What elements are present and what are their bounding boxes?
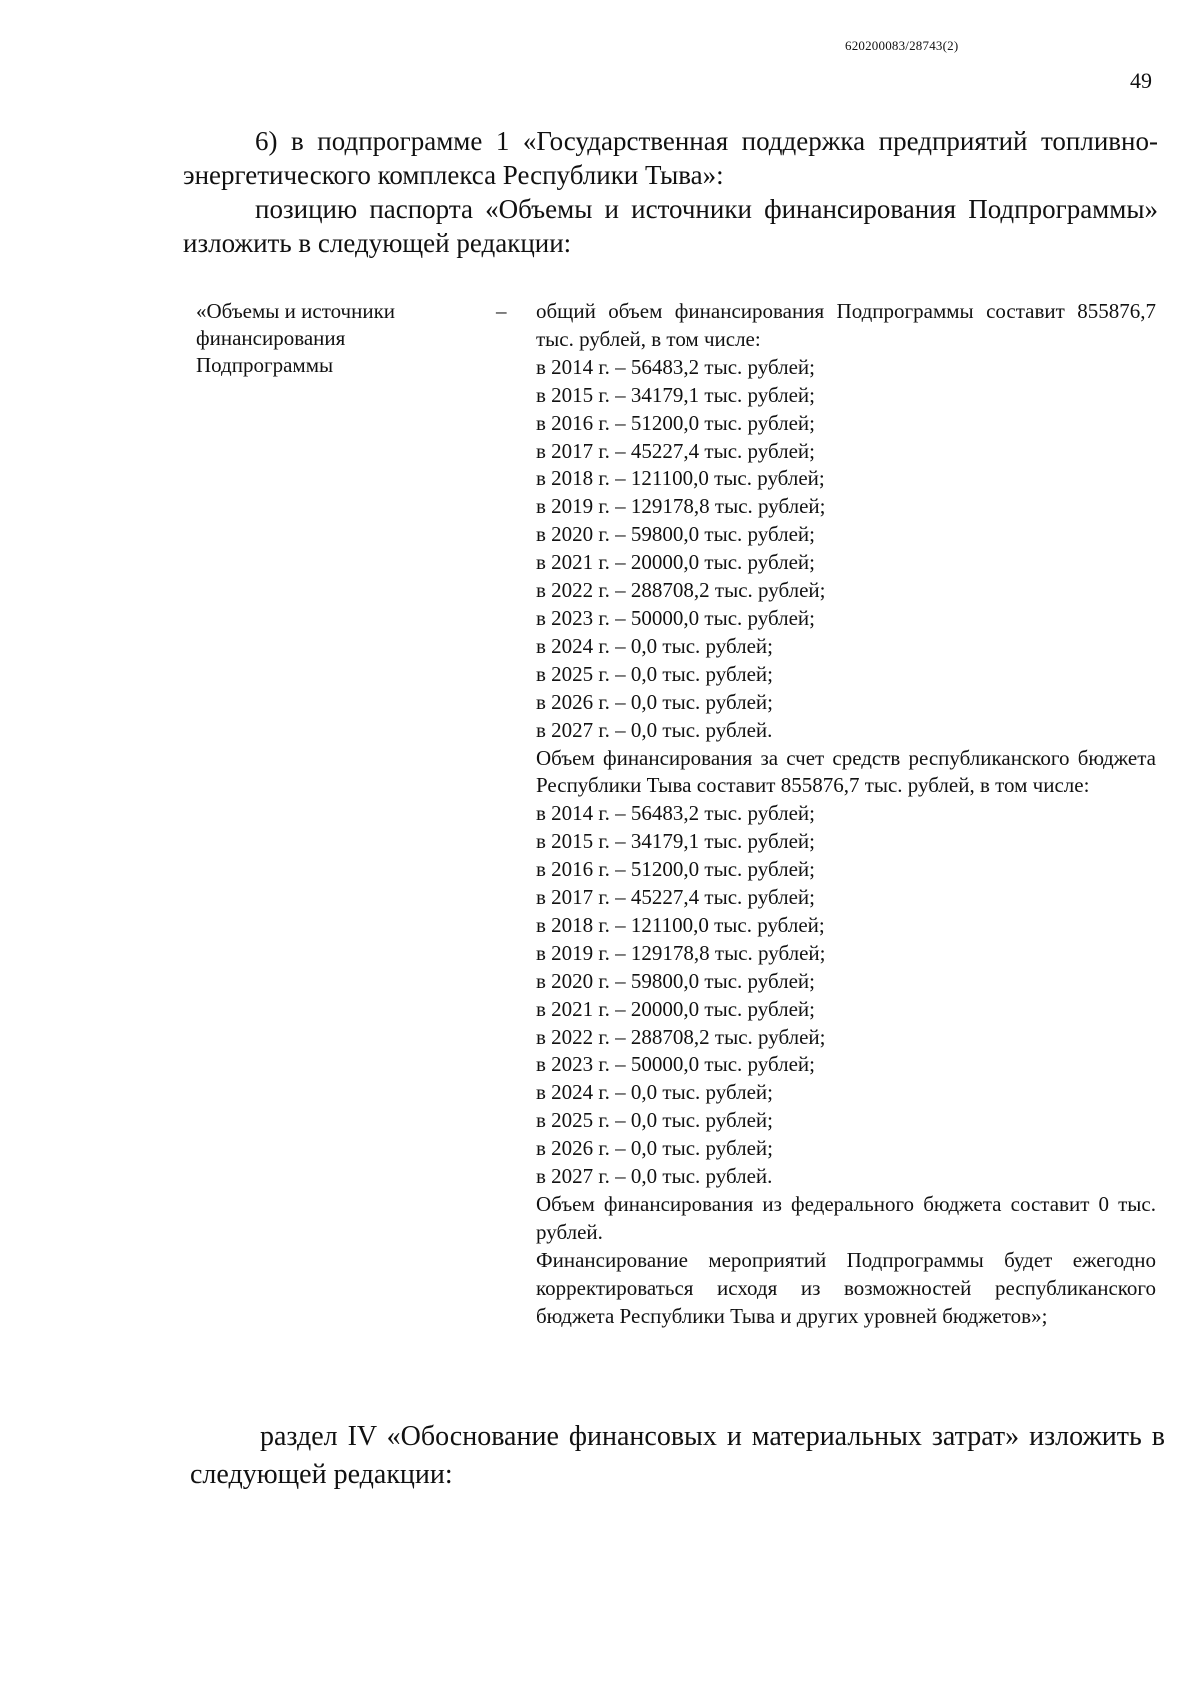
page-number: 49	[1130, 68, 1152, 93]
republic-financing-years	[536, 800, 1156, 1191]
financing-adjustment-note: Финансирование мероприятий Подпрограммы будет ежегодно корректироваться исходя из возможностей республиканского бюджета Республики Тыва и других уровней бюджетов»;	[536, 1247, 1156, 1328]
year-financing-line: в 2017 г. – 45227,4 тыс. рублей;	[536, 438, 815, 463]
year-financing-line: в 2017 г. – 45227,4 тыс. рублей;	[536, 885, 815, 910]
year-financing-line: в 2016 г. – 51200,0 тыс. рублей;	[536, 857, 815, 882]
federal-financing: Объем финансирования из федерального бюджета составит 0 тыс. рублей.	[536, 1192, 1156, 1244]
total-financing-years	[536, 354, 1156, 745]
year-financing-line: в 2021 г. – 20000,0 тыс. рублей;	[536, 996, 815, 1021]
year-financing-line: в 2023 г. – 50000,0 тыс. рублей;	[536, 1052, 815, 1077]
year-financing-line: в 2021 г. – 20000,0 тыс. рублей;	[536, 550, 815, 575]
paragraph-passport-position: позицию паспорта «Объемы и источники финансирования Подпрограммы» изложить в следующей редакции:	[183, 194, 1158, 258]
year-financing-line: в 2018 г. – 121100,0 тыс. рублей;	[536, 912, 825, 937]
year-financing-line: в 2024 г. – 0,0 тыс. рублей;	[536, 1080, 773, 1105]
year-financing-line: в 2022 г. – 288708,2 тыс. рублей;	[536, 578, 826, 603]
year-financing-line: в 2023 г. – 50000,0 тыс. рублей;	[536, 605, 815, 630]
republic-financing-intro: Объем финансирования за счет средств республиканского бюджета Республики Тыва составит 855876,7 тыс. рублей, в том числе:	[536, 745, 1156, 798]
document-id: 620200083/28743(2)	[845, 38, 959, 53]
paragraph-subprogram-1: 6) в подпрограмме 1 «Государственная поддержка предприятий топливно-энергетического комплекса Республики Тыва»:	[183, 126, 1158, 190]
passport-label: «Объемы и источники финансирования Подпрограммы	[196, 299, 396, 377]
year-financing-line: в 2027 г. – 0,0 тыс. рублей.	[536, 1164, 773, 1189]
year-financing-line: в 2024 г. – 0,0 тыс. рублей;	[536, 633, 773, 658]
total-financing-intro: общий объем финансирования Подпрограммы составит 855876,7 тыс. рублей, в том числе:	[536, 299, 1156, 351]
paragraph-section-iv: раздел IV «Обоснование финансовых и материальных затрат» изложить в следующей редакции:	[190, 1421, 1165, 1490]
year-financing-line: в 2026 г. – 0,0 тыс. рублей;	[536, 1136, 773, 1161]
year-financing-line: в 2020 г. – 59800,0 тыс. рублей;	[536, 522, 815, 547]
year-financing-line: в 2026 г. – 0,0 тыс. рублей;	[536, 689, 773, 714]
year-financing-line: в 2019 г. – 129178,8 тыс. рублей;	[536, 494, 826, 519]
year-financing-line: в 2027 г. – 0,0 тыс. рублей.	[536, 717, 773, 742]
year-financing-line: в 2025 г. – 0,0 тыс. рублей;	[536, 661, 773, 686]
year-financing-line: в 2015 г. – 34179,1 тыс. рублей;	[536, 829, 815, 854]
year-financing-line: в 2015 г. – 34179,1 тыс. рублей;	[536, 382, 815, 407]
year-financing-line: в 2022 г. – 288708,2 тыс. рублей;	[536, 1024, 826, 1049]
year-financing-line: в 2016 г. – 51200,0 тыс. рублей;	[536, 410, 815, 435]
year-financing-line: в 2014 г. – 56483,2 тыс. рублей;	[536, 354, 815, 379]
year-financing-line: в 2014 г. – 56483,2 тыс. рублей;	[536, 801, 815, 826]
year-financing-line: в 2018 г. – 121100,0 тыс. рублей;	[536, 466, 825, 491]
year-financing-line: в 2020 г. – 59800,0 тыс. рублей;	[536, 968, 815, 993]
passport-value	[536, 298, 1156, 1331]
year-financing-line: в 2019 г. – 129178,8 тыс. рублей;	[536, 940, 826, 965]
passport-dash: –	[496, 299, 507, 323]
year-financing-line: в 2025 г. – 0,0 тыс. рублей;	[536, 1108, 773, 1133]
